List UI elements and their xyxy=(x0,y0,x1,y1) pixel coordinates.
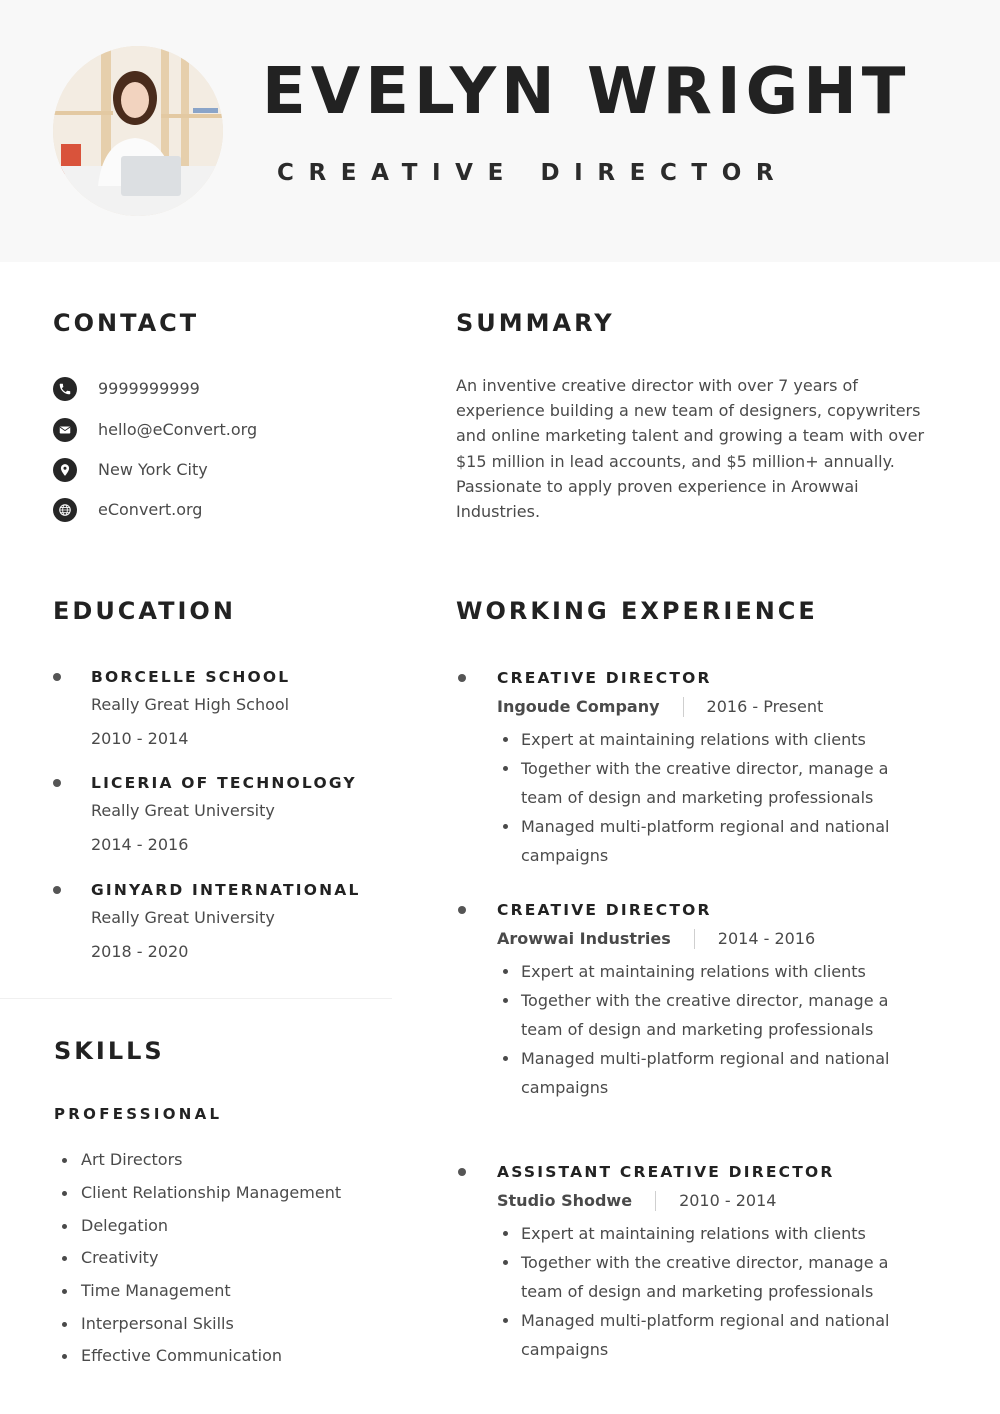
school-title: LICERIA OF TECHNOLOGY xyxy=(91,774,357,792)
contact-email xyxy=(53,417,258,443)
job-meta xyxy=(497,928,815,950)
job-years: 2016 - Present xyxy=(706,697,824,716)
website-link[interactable]: eConvert.org xyxy=(98,500,203,519)
section-divider xyxy=(0,998,392,999)
skill-label: Client Relationship Management xyxy=(81,1183,342,1202)
bullet-dot xyxy=(62,1191,67,1196)
responsibility-item: Managed multi-platform regional and national campaigns xyxy=(497,812,927,870)
location-text: New York City xyxy=(98,460,208,479)
school-years: 2018 - 2020 xyxy=(91,942,189,961)
responsibility-item: Together with the creative director, manage a team of design and marketing professionals xyxy=(497,754,927,812)
job-years: 2014 - 2016 xyxy=(717,929,816,948)
skills-heading: SKILLS xyxy=(54,1037,165,1065)
skill-label: Creativity xyxy=(81,1248,159,1267)
job-responsibilities xyxy=(497,957,927,1102)
bullet-dot xyxy=(62,1322,67,1327)
skill-label: Effective Communication xyxy=(81,1346,282,1365)
responsibility-item: Together with the creative director, manage a team of design and marketing professionals xyxy=(497,1248,927,1306)
candidate-name: EVELYN WRIGHT xyxy=(262,55,911,129)
job-responsibilities xyxy=(497,725,927,870)
job-company: Arowwai Industries xyxy=(497,929,671,948)
job-meta xyxy=(497,696,823,718)
contact-heading: CONTACT xyxy=(53,309,200,337)
bullet-dot xyxy=(458,1168,466,1176)
bullet-dot xyxy=(62,1256,67,1261)
summary-heading: SUMMARY xyxy=(456,309,615,337)
portrait-illustration xyxy=(53,46,223,216)
contact-location xyxy=(53,457,208,483)
school-years: 2014 - 2016 xyxy=(91,835,189,854)
responsibility-item: Expert at maintaining relations with clients xyxy=(497,1219,927,1248)
job-title: CREATIVE DIRECTOR xyxy=(497,669,712,687)
globe-icon xyxy=(53,498,77,522)
job-company: Ingoude Company xyxy=(497,697,660,716)
responsibility-item: Managed multi-platform regional and national campaigns xyxy=(497,1044,927,1102)
resume-header xyxy=(0,0,1000,262)
education-heading: EDUCATION xyxy=(53,597,236,625)
job-years: 2010 - 2014 xyxy=(679,1191,777,1210)
skill-label: Time Management xyxy=(81,1281,231,1300)
phone-icon xyxy=(53,377,77,401)
school-name: Really Great University xyxy=(91,801,275,820)
school-title: GINYARD INTERNATIONAL xyxy=(91,881,361,899)
summary-text: An inventive creative director with over 7 years of experience building a new team of designers, copywriters and online marketing talent and growing a team with over $15 million in lead accounts, and $5 million+ annually. Passionate to apply proven experience in Arowwai Industries. xyxy=(456,376,925,522)
job-company: Studio Shodwe xyxy=(497,1191,633,1210)
responsibility-item: Expert at maintaining relations with clients xyxy=(497,725,927,754)
separator xyxy=(694,929,695,949)
bullet-dot xyxy=(53,779,61,787)
bullet-dot xyxy=(62,1289,67,1294)
contact-phone xyxy=(53,376,200,402)
responsibility-item: Expert at maintaining relations with clients xyxy=(497,957,927,986)
responsibility-item: Managed multi-platform regional and national campaigns xyxy=(497,1306,927,1364)
bullet-dot xyxy=(62,1354,67,1359)
phone-number: 9999999999 xyxy=(98,379,200,398)
skill-label: Interpersonal Skills xyxy=(81,1314,234,1333)
job-title: ASSISTANT CREATIVE DIRECTOR xyxy=(497,1163,835,1181)
bullet-dot xyxy=(62,1224,67,1229)
location-pin-icon xyxy=(53,458,77,482)
experience-heading: WORKING EXPERIENCE xyxy=(456,597,818,625)
skill-label: Art Directors xyxy=(81,1150,183,1169)
email-address[interactable]: hello@eConvert.org xyxy=(98,420,258,439)
email-icon xyxy=(53,418,77,442)
contact-website xyxy=(53,497,203,523)
bullet-dot xyxy=(53,673,61,681)
bullet-dot xyxy=(458,674,466,682)
job-title: CREATIVE DIRECTOR xyxy=(497,901,712,919)
profile-photo xyxy=(53,46,223,216)
bullet-dot xyxy=(62,1158,67,1163)
responsibility-item: Together with the creative director, manage a team of design and marketing professionals xyxy=(497,986,927,1044)
candidate-role: CREATIVE DIRECTOR xyxy=(277,160,789,186)
school-title: BORCELLE SCHOOL xyxy=(91,668,291,686)
skill-label: Delegation xyxy=(81,1216,169,1235)
bullet-dot xyxy=(53,886,61,894)
separator xyxy=(655,1191,656,1211)
separator xyxy=(683,697,684,717)
school-years: 2010 - 2014 xyxy=(91,729,189,748)
job-meta xyxy=(497,1190,776,1212)
bullet-dot xyxy=(458,906,466,914)
school-name: Really Great University xyxy=(91,908,275,927)
school-name: Really Great High School xyxy=(91,695,290,714)
job-responsibilities xyxy=(497,1219,927,1364)
skills-subheading: PROFESSIONAL xyxy=(54,1105,223,1123)
